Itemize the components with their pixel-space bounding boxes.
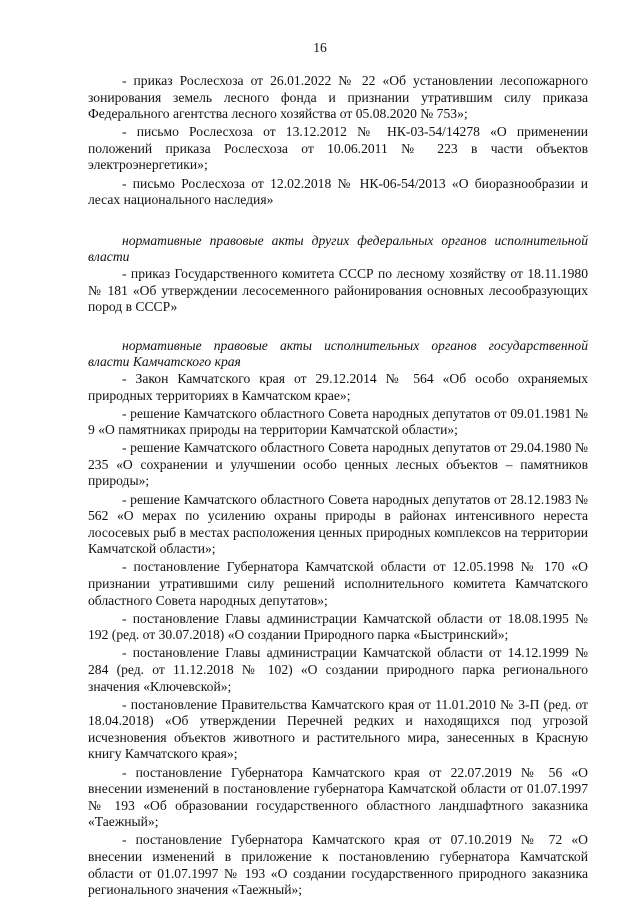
list-item: - приказ Государственного комитета СССР по лесному хозяйству от 18.11.1980 № 181 «Об утверждении лесосеменного районирования основных лесообразующих пород в СССР» — [88, 265, 588, 315]
list-item: - постановление Главы администрации Камчатской области от 14.12.1999 № 284 (ред. от 11.12.2018 № 102) «О создании природного парка регионального значения «Ключевской»; — [88, 645, 588, 694]
section-kamchatka-acts — [88, 338, 588, 899]
list-item: - постановление Губернатора Камчатского края от 22.07.2019 № 56 «О внесении изменений в постановление губернатора Камчатской области от 01.07.1997 № 193 «Об образовании государственного областного ландшафтного заказника «Таежный»; — [88, 764, 588, 830]
list-item: - решение Камчатского областного Совета народных депутатов от 28.12.1983 № 562 «О мерах по усилению охраны природы в районах интенсивного нереста лососевых рыб в местах расположения ценных природных комплексов на территории Камчатской области»; — [88, 491, 588, 557]
section-rosleskhoz-acts — [88, 73, 588, 209]
document-body — [88, 73, 588, 900]
list-item: - постановление Правительства Камчатского края от 11.01.2010 № 3-П (ред. от 18.04.2018) «Об утверждении Перечней редких и находящихся под угрозой исчезновения объектов животного и растительного мира, занесенных в Красную книгу Камчатского края»; — [88, 696, 588, 762]
list-item: - постановление Губернатора Камчатской области от 12.05.1998 № 170 «О признании утратившими силу решений исполнительного комитета Камчатского областного Совета народных депутатов»; — [88, 559, 588, 608]
section-heading: нормативные правовые акты других федеральных органов исполнительной власти — [88, 232, 588, 265]
list-item: - решение Камчатского областного Совета народных депутатов от 29.04.1980 № 235 «О сохранении и улучшении особо ценных лесных объектов – памятников природы»; — [88, 440, 588, 489]
list-item: - решение Камчатского областного Совета народных депутатов от 09.01.1981 № 9 «О памятниках природы на территории Камчатской области»; — [88, 405, 588, 438]
list-item: - приказ Рослесхоза от 26.01.2022 № 22 «Об установлении лесопожарного зонирования земель лесного фонда и признании утратившим силу приказа Федерального агентства лесного хозяйства от 05.08.2020 № 753»; — [88, 73, 588, 122]
page-number: 16 — [313, 40, 327, 55]
list-item: - письмо Рослесхоза от 13.12.2012 № НК-03-54/14278 «О применении положений приказа Рослесхоза от 10.06.2011 № 223 в части объектов электроэнергетики»; — [88, 124, 588, 173]
list-item: - постановление Губернатора Камчатского края от 07.10.2019 № 72 «О внесении изменений в приложение к постановлению губернатора Камчатской области от 01.07.1997 № 193 «О создании государственного природного заказника регионального значения «Таежный»; — [88, 832, 588, 898]
list-item: - постановление Главы администрации Камчатской области от 18.08.1995 № 192 (ред. от 30.07.2018) «О создании Природного парка «Быстринский»; — [88, 610, 588, 643]
list-item: - Закон Камчатского края от 29.12.2014 № 564 «Об особо охраняемых природных территориях в Камчатском крае»; — [88, 370, 588, 403]
section-other-federal-acts — [88, 233, 588, 316]
list-item: - письмо Рослесхоза от 12.02.2018 № НК-06-54/2013 «О биоразнообразии и лесах национального наследия» — [88, 175, 588, 208]
section-heading: нормативные правовые акты исполнительных органов государственной власти Камчатского края — [88, 337, 588, 370]
